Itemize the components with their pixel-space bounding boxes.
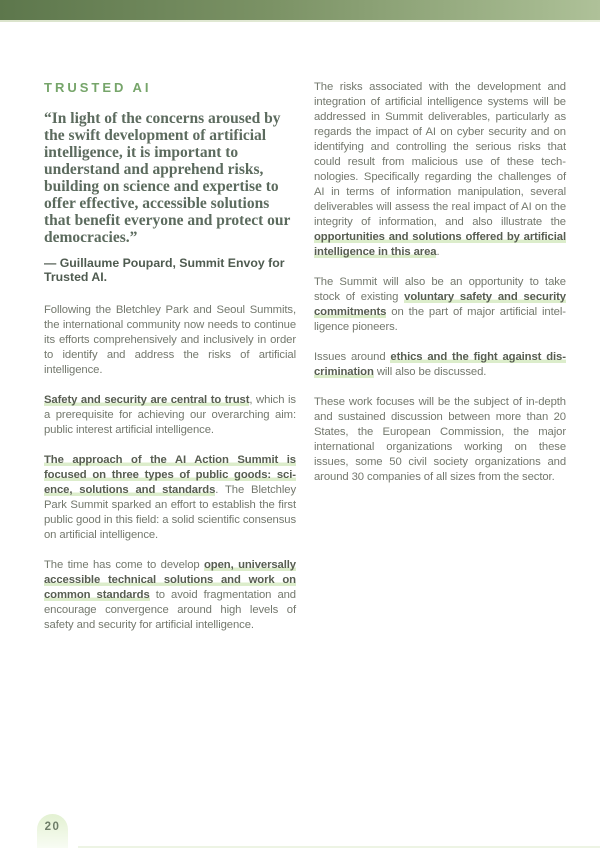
body-paragraph (44, 453, 296, 543)
text-run: The Summit will also be an opportunity to take stock of existing (314, 276, 566, 303)
text-run: . The Bletchley Park Summit sparked an effort to establish the first public good in this field: a solid scientific consensus on artificial intelligence. (44, 484, 296, 541)
highlighted-text: voluntary safety and security commitments (314, 291, 566, 318)
body-paragraph (44, 303, 296, 378)
text-run: The time has come to develop (44, 559, 204, 571)
quote-text: “In light of the concerns aroused by the swift development of artificial intelligence, it is important to understand and apprehend risks, building on science and expertise to offer effective, accessible solutions that benefit everyone and protect our democracies.” (44, 110, 291, 246)
highlighted-text: The approach of the AI Action Summit is focused on three types of public goods: science, solutions and standards (44, 454, 296, 496)
text-column-right (314, 78, 566, 648)
body-paragraph (314, 80, 566, 260)
body-paragraph (314, 350, 566, 380)
highlighted-text: open, universally accessible technical solutions and work on common standards (44, 559, 296, 601)
quote-attribution: — Guillaume Poupard, Summit Envoy for Trusted AI. (44, 256, 285, 284)
text-run: on the part of major artificial intelligence pioneers. (314, 306, 566, 333)
highlighted-text: opportunities and solutions offered by artificial intelligence in this area (314, 231, 566, 258)
body-paragraph (314, 275, 566, 335)
page-number-badge (37, 814, 68, 848)
page-number: 20 (44, 821, 61, 833)
text-run: will also be discussed. (373, 366, 487, 378)
highlighted-text: ethics and the fight against discrimination (314, 351, 566, 378)
text-run: , which is a prerequisite for achieving our overarching aim: public interest artificial intelligence. (44, 394, 296, 436)
text-column-left (44, 78, 296, 648)
page-title: TRUSTED AI (44, 80, 152, 95)
text-run: The risks associated with the development and integration of artificial intelligence systems will be addressed in Summit deliverables, particularly as regards the impact of AI on cyber security and on identifying and controlling the serious risks that could result from malicious use of these technologies. Specifically regarding the challenges of AI in terms of information manipulation, several deliverables will assess the real impact of AI on the integrity of information, and also illustrate the (314, 81, 566, 228)
body-paragraph (44, 558, 296, 633)
text-run: Following the Bletchley Park and Seoul Summits, the international community now needs to continue its efforts comprehensively and inclusively in order to identify and address the risks of artificial intelligence. (44, 304, 296, 376)
right-paragraphs (314, 80, 566, 485)
highlighted-text: Safety and security are central to trust (44, 394, 250, 406)
text-run: . (436, 246, 440, 258)
text-run: Issues around (314, 351, 391, 363)
page-content (44, 78, 566, 648)
top-decoration-bar (0, 0, 600, 20)
body-paragraph (314, 395, 566, 485)
text-run: to avoid fragmentation and encourage convergence around high levels of safety and security for artificial intelligence. (44, 589, 296, 631)
body-paragraph (44, 393, 296, 438)
left-paragraphs (44, 303, 296, 633)
text-run: These work focuses will be the subject of in-depth and sustained discussion between more than 20 States, the European Commission, the major international organizations working on these issues, some 50 civil society organizations and around 30 companies of all sizes from the sector. (314, 396, 566, 483)
